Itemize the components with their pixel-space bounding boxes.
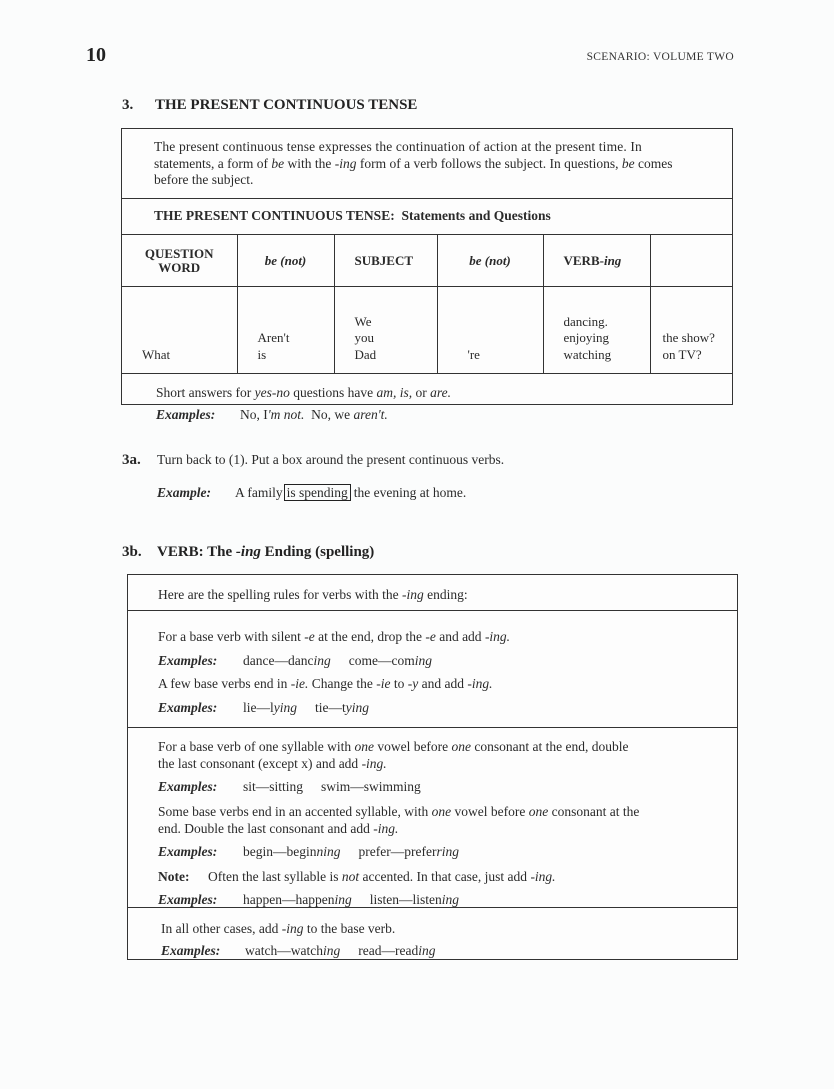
text-fragment: come—com <box>348 652 415 668</box>
rule-accented-cont <box>158 820 737 837</box>
text-fragment: consonant at the end, double <box>471 739 629 754</box>
text-fragment: to <box>390 676 408 691</box>
text-fragment: Here are the spelling rules for verbs with the <box>158 587 403 602</box>
text-fragment: -ie <box>376 676 391 691</box>
text-fragment: sit—sitting <box>243 779 304 794</box>
table-title <box>122 199 732 235</box>
text-fragment: one <box>431 804 452 819</box>
text-fragment: Dad <box>354 346 377 362</box>
spelling-rules-box <box>127 574 738 960</box>
text-fragment: Examples: <box>158 699 218 715</box>
text-fragment: -ing. <box>373 821 399 836</box>
text-fragment: ring <box>436 844 459 859</box>
cell-be-not <box>237 287 334 374</box>
text-fragment: ending: <box>423 587 468 602</box>
text-fragment: ying <box>273 699 297 715</box>
text-fragment: ing <box>603 252 622 268</box>
text-fragment: swim—swimming <box>321 779 421 794</box>
rule-other-text <box>161 918 737 940</box>
text-fragment: with the <box>284 155 335 171</box>
text-fragment: No, we <box>311 407 354 422</box>
text-fragment: Ending (spelling) <box>260 544 375 560</box>
text-fragment: ing <box>414 652 432 668</box>
text-fragment: Examples: <box>158 779 218 794</box>
text-fragment: ying <box>345 699 369 715</box>
text-fragment: and add <box>435 629 485 644</box>
text-fragment: one <box>451 739 472 754</box>
section-3a-instruction: Turn back to (1). Put a box around the present continuous verbs. <box>157 452 505 467</box>
text-fragment: yes-no <box>254 385 290 400</box>
text-fragment: QUESTION <box>144 245 214 261</box>
section-3-title <box>122 97 417 114</box>
text-fragment: Note: <box>158 869 190 884</box>
text-fragment: be <box>271 155 285 171</box>
text-fragment: Often the last syllable is <box>208 869 342 884</box>
text-fragment: enjoying <box>563 330 609 345</box>
text-fragment: -ing <box>402 587 424 602</box>
text-fragment: prefer—prefer <box>358 844 437 859</box>
rule-ie <box>158 672 737 696</box>
text-fragment: listen—listen <box>369 892 442 907</box>
short-answers-text <box>156 382 732 404</box>
text-fragment: questions have <box>289 385 377 400</box>
text-fragment: -ing <box>281 921 304 936</box>
text-fragment: WORD <box>158 259 201 275</box>
text-fragment: ning <box>316 844 341 859</box>
text-fragment: not <box>341 869 360 884</box>
intro-line: before the subject. <box>154 172 254 187</box>
text-fragment: watching <box>563 346 612 362</box>
intro-line: The present continuous tense expresses the continuation of action at the present time. In <box>154 139 642 154</box>
text-fragment: We <box>354 313 372 329</box>
text-fragment: For a base verb with silent <box>158 629 305 644</box>
text-fragment: ing <box>334 892 352 907</box>
text-fragment: is <box>257 346 267 362</box>
cell-verb-ing <box>543 287 650 374</box>
text-fragment: Examples: <box>156 407 216 422</box>
example-label: Example: <box>157 485 211 500</box>
section-number: 3. <box>122 97 134 113</box>
rule-examples <box>158 649 737 673</box>
text-fragment: to the base verb. <box>303 921 396 936</box>
text-fragment: -e <box>425 629 436 644</box>
col-be-not-2: be (not) <box>437 235 543 287</box>
intro-paragraph <box>122 129 732 199</box>
cell-rest <box>650 287 732 374</box>
text-fragment: watch—watch <box>245 943 323 958</box>
text-fragment: Some base verbs end in an accented syllable, with <box>158 804 432 819</box>
rule-examples <box>161 940 737 962</box>
text-fragment: the last consonant (except x) and add <box>158 756 362 771</box>
text-fragment: VERB- <box>563 252 604 268</box>
section-3a-example <box>157 485 466 502</box>
text-fragment: Examples: <box>158 652 218 668</box>
text-fragment: ing <box>313 652 331 668</box>
table-header-row <box>122 235 732 287</box>
text-fragment: consonant at the <box>548 804 640 819</box>
page-number: 10 <box>86 44 106 66</box>
rule-one-syllable-cont <box>158 755 737 772</box>
rule-silent-e <box>158 625 737 649</box>
text-fragment: For a base verb of one syllable with <box>158 739 355 754</box>
text-fragment: -ie. <box>290 676 309 691</box>
text-fragment: statements, a form of <box>154 155 272 171</box>
text-fragment: -ing. <box>361 756 387 771</box>
text-fragment: Change the <box>308 676 377 691</box>
col-rest <box>650 235 732 287</box>
rule-one-syllable <box>158 738 737 755</box>
col-be-not: be (not) <box>237 235 334 287</box>
rule-examples <box>158 696 737 720</box>
text-fragment: A few base verbs end in <box>158 676 291 691</box>
text-fragment: 'm not. <box>267 407 305 422</box>
example-text: A family <box>235 485 283 500</box>
text-fragment: -ing <box>334 155 357 171</box>
text-fragment: ing <box>441 892 459 907</box>
text-fragment: end. Double the last consonant and add <box>158 821 374 836</box>
cell-question-word <box>122 287 237 374</box>
rule-accented <box>158 803 737 820</box>
table-title-sub: Statements and Questions <box>401 208 551 223</box>
text-fragment: happen—happen <box>243 892 335 907</box>
text-fragment: form of a verb follows the subject. In questions, <box>356 155 622 171</box>
running-head: SCENARIO: VOLUME TWO <box>586 51 734 63</box>
text-fragment: vowel before <box>451 804 529 819</box>
text-fragment: Short answers for <box>156 385 255 400</box>
text-fragment: Examples: <box>161 943 221 958</box>
text-fragment: be <box>621 155 635 171</box>
text-fragment: Examples: <box>158 844 218 859</box>
cell-subject <box>334 287 437 374</box>
text-fragment: is, <box>399 385 413 400</box>
text-fragment: ing <box>418 943 436 958</box>
text-fragment: dancing. <box>563 313 608 329</box>
text-fragment: -e <box>304 629 315 644</box>
intro-line <box>154 156 732 173</box>
text-fragment: begin—begin <box>243 844 317 859</box>
text-fragment: -y <box>407 676 419 691</box>
col-verb-ing <box>543 235 650 287</box>
section-title: THE PRESENT CONTINUOUS TENSE <box>155 97 418 113</box>
rule-note <box>158 868 737 885</box>
text-fragment: lie—l <box>243 699 274 715</box>
rule-examples <box>158 891 737 908</box>
col-subject: SUBJECT <box>334 235 437 287</box>
text-fragment: ing <box>322 943 341 958</box>
section-number: 3a. <box>122 452 141 468</box>
text-fragment: -ing. <box>467 676 493 691</box>
text-fragment: one <box>528 804 549 819</box>
cell-be-not-2 <box>437 287 543 374</box>
example-text: the evening at home. <box>353 485 467 500</box>
text-fragment: accented. In that case, just add <box>359 869 531 884</box>
text-fragment: dance—danc <box>243 652 314 668</box>
text-fragment: What <box>142 346 171 362</box>
text-fragment: -ing. <box>530 869 556 884</box>
section-number: 3b. <box>122 544 142 560</box>
grammar-table-wrap <box>122 235 732 374</box>
text-fragment: tie—t <box>315 699 346 715</box>
text-fragment: at the end, drop the <box>314 629 426 644</box>
rule-other <box>128 908 737 962</box>
text-fragment: am, <box>376 385 397 400</box>
text-fragment: aren't. <box>353 407 388 422</box>
text-fragment: comes <box>634 155 673 171</box>
section-3a <box>122 452 504 469</box>
text-fragment: the show? <box>662 330 715 345</box>
text-fragment: VERB: The <box>157 544 236 560</box>
text-fragment: and add <box>418 676 468 691</box>
text-fragment: one <box>354 739 374 754</box>
text-fragment: you <box>354 330 374 345</box>
table-body-row <box>122 287 732 374</box>
text-fragment: on TV? <box>662 346 702 362</box>
short-answers-examples <box>156 404 732 426</box>
text-fragment: are. <box>430 385 451 400</box>
short-answers <box>122 374 732 426</box>
text-fragment: or <box>412 385 431 400</box>
section-3b-title <box>122 544 374 561</box>
rule-silent-e-and-ie <box>128 611 737 728</box>
text-fragment: read—read <box>358 943 419 958</box>
text-fragment: 're <box>467 346 480 362</box>
rule-examples <box>158 843 737 860</box>
col-question-word <box>122 235 237 287</box>
text-fragment: No, I <box>240 407 268 422</box>
text-fragment: -ing. <box>484 629 511 644</box>
spelling-intro <box>128 575 737 611</box>
text-fragment: Aren't <box>257 330 290 345</box>
table-title-main: THE PRESENT CONTINUOUS TENSE: <box>154 208 395 223</box>
present-continuous-box <box>121 128 733 422</box>
text-fragment: -ing <box>235 544 261 560</box>
text-fragment: In all other cases, add <box>161 921 282 936</box>
text-fragment: Examples: <box>158 892 218 907</box>
rule-examples <box>158 778 737 795</box>
boxed-verb: is spending <box>284 484 351 501</box>
grammar-table <box>122 235 732 373</box>
text-fragment: vowel before <box>373 739 452 754</box>
rule-doubling <box>128 728 737 908</box>
